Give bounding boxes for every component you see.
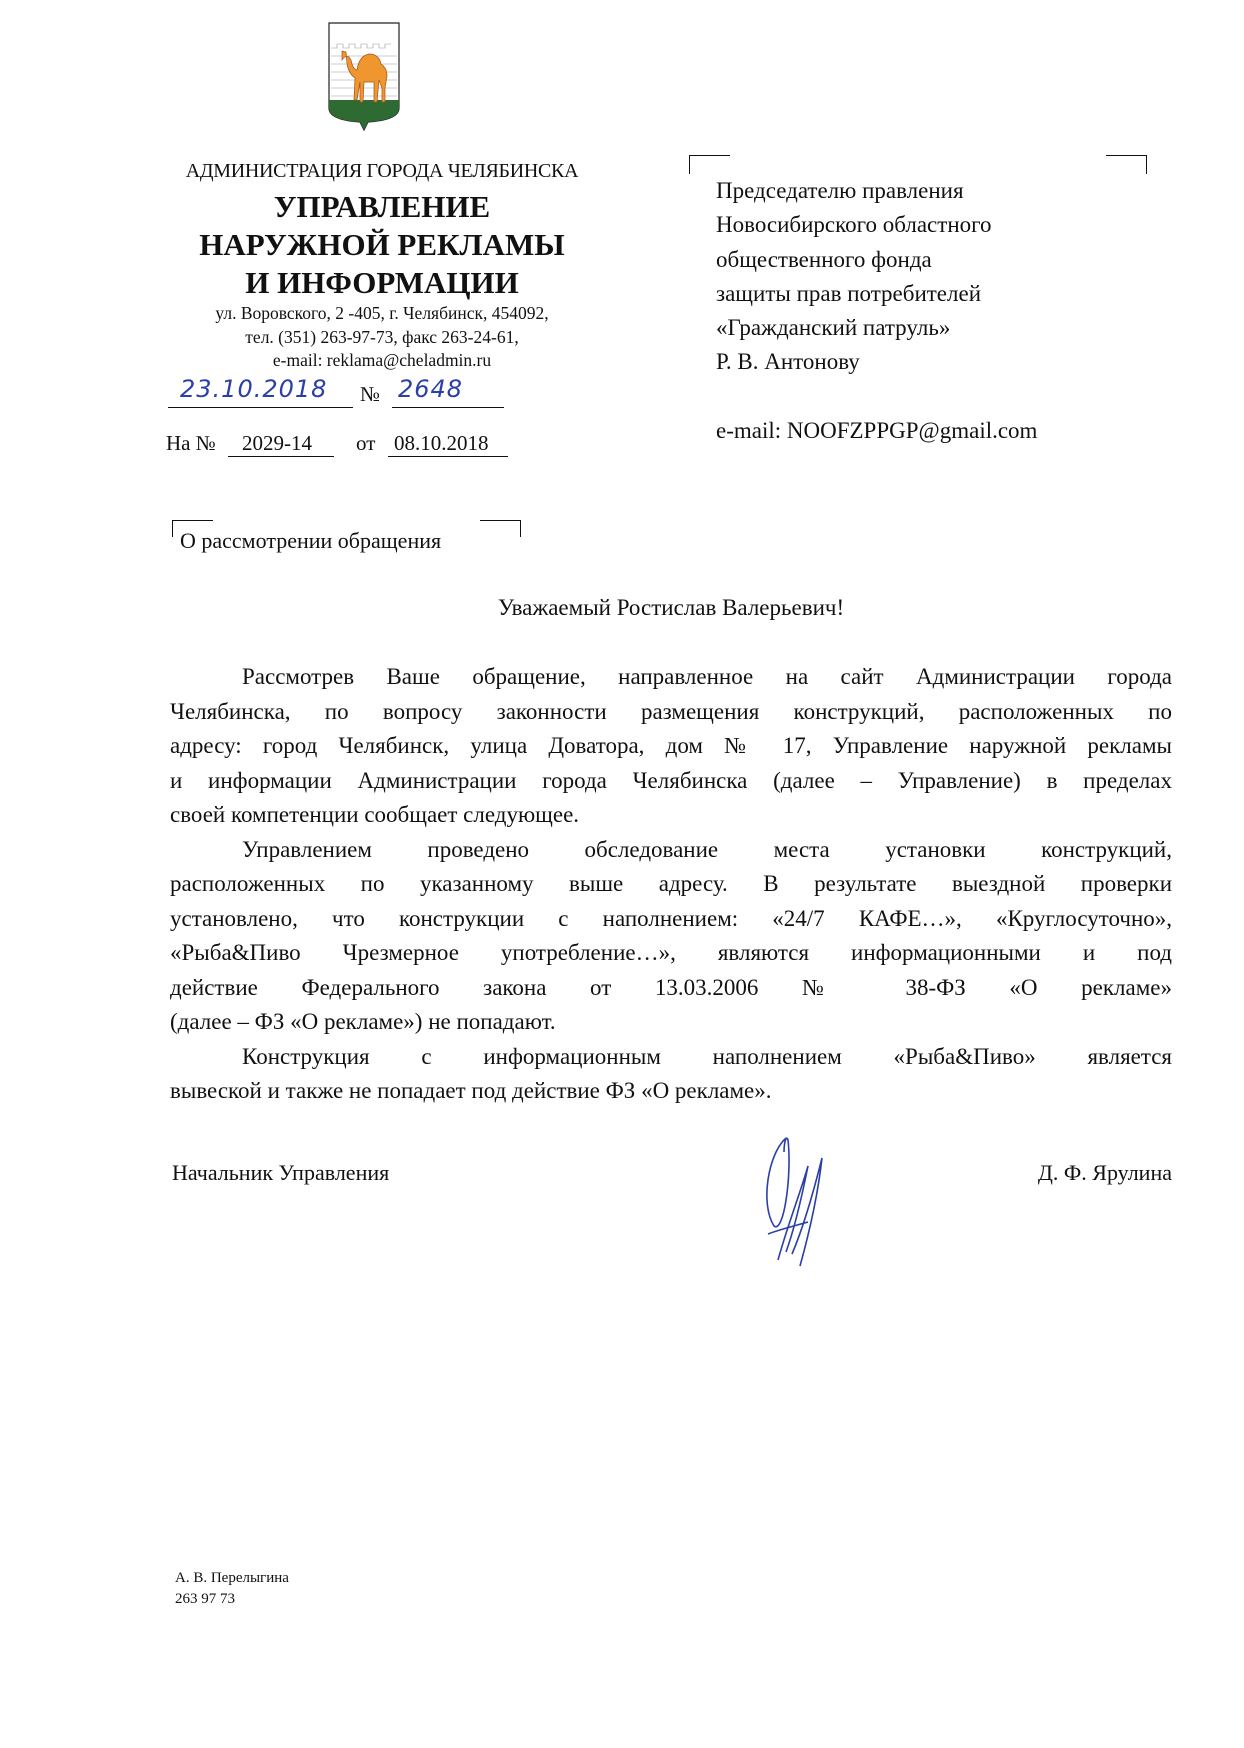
recipient-email: e-mail: NOOFZPPGP@gmail.com [716, 417, 1038, 443]
reply-number: 2029-14 [228, 431, 334, 457]
outgoing-number: 2648 [398, 375, 464, 403]
reply-date: 08.10.2018 [388, 431, 508, 457]
recipient-line: Р. В. Антонову [716, 349, 860, 375]
paragraph-line: вывеской и также не попадает под действие ФЗ «О рекламе». [170, 1078, 772, 1103]
reply-label: На № [166, 431, 216, 455]
letter-body [170, 660, 1172, 1109]
paragraph-line: установлено, что конструкции с наполнением: «24/7 КАФЕ…», «Круглосуточно», [170, 905, 1172, 931]
recipient-line: Новосибирского областного [716, 212, 992, 238]
address: ул. Воровского, 2 -405, г. Челябинск, 454092, [215, 303, 549, 323]
coat-of-arms-emblem [328, 22, 400, 132]
paragraph-line: действие Федерального закона от 13.03.2006 № 38-ФЗ «О рекламе» [170, 974, 1172, 1000]
outgoing-date: 23.10.2018 [180, 375, 328, 403]
recipient-bracket-right [1106, 155, 1147, 174]
recipient-block [716, 174, 1037, 448]
paragraph-line: Рассмотрев Ваше обращение, направленное на сайт Администрации города [242, 664, 1172, 689]
paragraph-line: «Рыба&Пиво Чрезмерное употребление…», являются информационными и под [170, 940, 1172, 965]
department-name [140, 188, 624, 302]
executor-phone: 263 97 73 [175, 1591, 235, 1607]
recipient-line: Председателю правления [716, 178, 964, 203]
department-line: УПРАВЛЕНИЕ [273, 189, 491, 224]
subject: О рассмотрении обращения [180, 528, 442, 553]
paragraph [170, 833, 1172, 1040]
signatory-position: Начальник Управления [172, 1160, 390, 1185]
recipient-bracket-left [689, 155, 730, 174]
department-line: И ИНФОРМАЦИИ [245, 265, 519, 300]
handwritten-signature [748, 1134, 838, 1269]
executor-name: А. В. Перелыгина [175, 1570, 289, 1586]
paragraph [170, 1040, 1172, 1109]
phone-fax: тел. (351) 263-97-73, факс 263-24-61, [245, 326, 519, 347]
number-label: № [360, 382, 381, 406]
paragraph-line: Управлением проведено обследование места установки конструкций, [242, 836, 1172, 862]
recipient-line: общественного фонда [716, 246, 932, 272]
paragraph-line: расположенных по указанному выше адресу. В результате выездной проверки [170, 871, 1172, 896]
outgoing-date-field [168, 375, 353, 408]
recipient-line: «Гражданский патруль» [716, 315, 951, 341]
organization-name: АДМИНИСТРАЦИЯ ГОРОДА ЧЕЛЯБИНСКА [185, 160, 579, 182]
subject-bracket-right [480, 520, 521, 537]
paragraph-line: Челябинска, по вопросу законности размещения конструкций, расположенных по [170, 698, 1172, 724]
contact-block [140, 302, 624, 373]
org-email: e-mail: reklama@cheladmin.ru [272, 350, 492, 370]
paragraph-line: адресу: город Челябинск, улица Доватора, дом № 17, Управление наружной рекламы [170, 733, 1172, 758]
signatory-name: Д. Ф. Ярулина [1037, 1160, 1172, 1185]
paragraph [170, 660, 1172, 833]
from-label: от [356, 431, 376, 455]
paragraph-line: Конструкция с информационным наполнением «Рыба&Пиво» является [242, 1043, 1172, 1069]
department-line: НАРУЖНОЙ РЕКЛАМЫ [199, 227, 565, 262]
paragraph-line: своей компетенции сообщает следующее. [170, 802, 580, 827]
paragraph-line: (далее – ФЗ «О рекламе») не попадают. [170, 1009, 556, 1034]
executor-block [175, 1568, 289, 1610]
recipient-line: защиты прав потребителей [716, 280, 982, 306]
greeting: Уважаемый Ростислав Валерьевич! [497, 595, 845, 620]
paragraph-line: и информации Администрации города Челябинска (далее – Управление) в пределах [170, 767, 1172, 793]
outgoing-number-field [392, 375, 504, 408]
